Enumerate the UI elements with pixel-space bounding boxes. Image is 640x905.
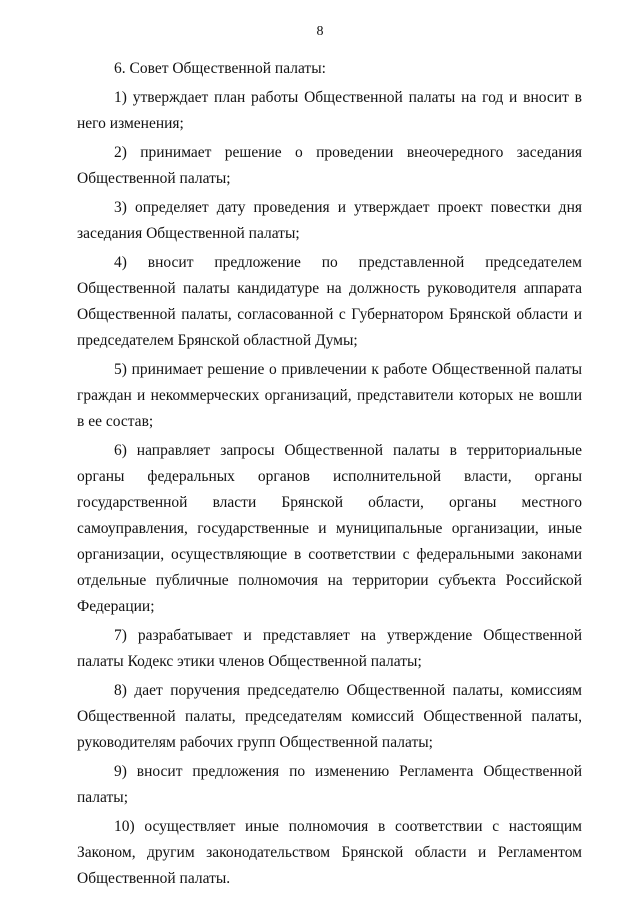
list-item-2: 2) принимает решение о проведении внеочередного заседания Общественной палаты;	[77, 144, 582, 187]
list-item-1: 1) утверждает план работы Общественной палаты на год и вносит в него изменения;	[77, 89, 582, 132]
page-number: 8	[316, 24, 324, 39]
document-body	[77, 56, 582, 895]
list-item-3: 3) определяет дату проведения и утверждает проект повестки дня заседания Общественной палаты;	[77, 199, 582, 242]
list-item-9: 9) вносит предложения по изменению Регламента Общественной палаты;	[77, 763, 582, 806]
list-item-5: 5) принимает решение о привлечении к работе Общественной палаты граждан и некоммерческих организаций, представители которых не вошли в ее состав;	[77, 361, 582, 430]
list-item-10: 10) осуществляет иные полномочия в соответствии с настоящим Законом, другим законодательством Брянской области и Регламентом Общественной палаты.	[77, 818, 582, 887]
list-item-8: 8) дает поручения председателю Общественной палаты, комиссиям Общественной палаты, председателям комиссий Общественной палаты, руководителям рабочих групп Общественной палаты;	[77, 682, 582, 751]
list-item-6: 6) направляет запросы Общественной палаты в территориальные органы федеральных органов исполнительной власти, органы государственной власти Брянской области, органы местного самоуправления, государственные и муниципальные организации, иные организации, осуществляющие в соответствии с федеральными законами отдельные публичные полномочия на территории субъекта Российской Федерации;	[77, 442, 582, 615]
list-item-7: 7) разрабатывает и представляет на утверждение Общественной палаты Кодекс этики членов Общественной палаты;	[77, 627, 582, 670]
section-heading: 6. Совет Общественной палаты:	[114, 60, 326, 77]
list-item-4: 4) вносит предложение по представленной председателем Общественной палаты кандидатуре на должность руководителя аппарата Общественной палаты, согласованной с Губернатором Брянской области и председателем Брянской областной Думы;	[77, 254, 582, 349]
